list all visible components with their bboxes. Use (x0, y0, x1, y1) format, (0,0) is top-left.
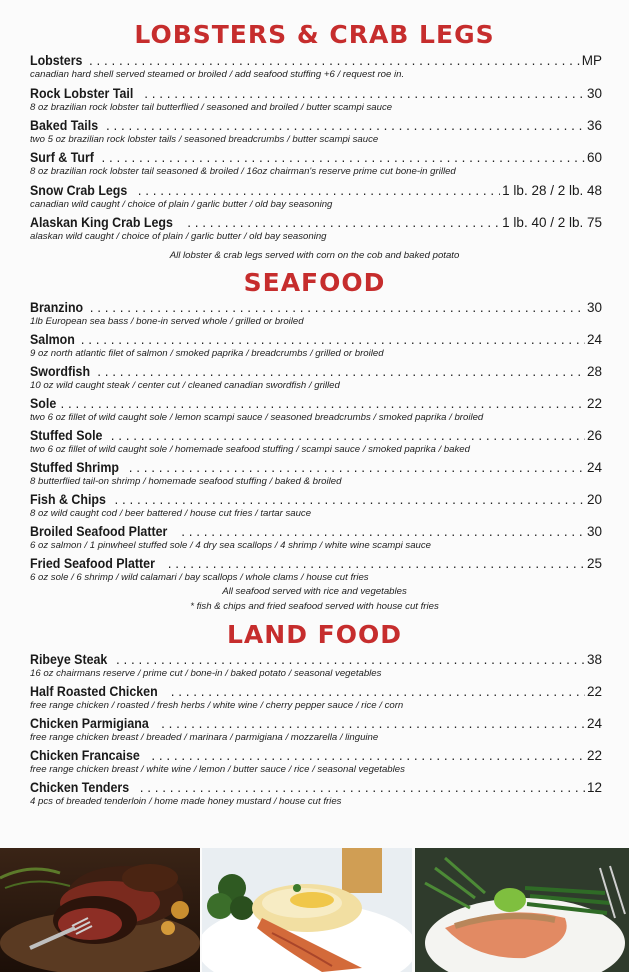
leader-dots (115, 492, 585, 508)
item-name: Rock Lobster Tail (30, 86, 134, 101)
item-price: 22 (586, 684, 602, 699)
item-description: 16 oz chairmans reserve / prime cut / bone-in / baked potato / seasonal vegetables (30, 668, 382, 679)
leader-dots (116, 652, 585, 668)
item-name: Stuffed Sole (30, 428, 103, 443)
menu-item-chicken-parmigiana (30, 716, 602, 743)
item-name: Fried Seafood Platter (30, 556, 155, 571)
salmon-photo (415, 848, 629, 972)
menu-item-sole (30, 396, 602, 423)
item-price: 26 (586, 428, 602, 443)
item-description: free range chicken breast / breaded / marinara / parmigiana / mozzarella / linguine (30, 732, 379, 743)
item-description: 4 pcs of breaded tenderloin / home made honey mustard / house cut fries (30, 796, 342, 807)
item-description: canadian wild caught / choice of plain / garlic butter / old bay seasoning (30, 199, 333, 210)
leader-dots (81, 332, 585, 348)
item-price: 25 (586, 556, 602, 571)
menu-item-broiled-seafood-platter (30, 524, 602, 551)
menu-item-lobsters (30, 53, 602, 80)
menu-item-chicken-tenders (30, 780, 602, 807)
leader-dots (97, 364, 585, 380)
item-name: Salmon (30, 332, 75, 347)
item-name: Stuffed Shrimp (30, 460, 120, 475)
item-name: Chicken Parmigiana (30, 716, 149, 731)
section-title-seafood: SEAFOOD (243, 268, 386, 297)
item-description: 1lb European sea bass / bone-in served whole / grilled or broiled (30, 316, 304, 327)
food-photo-strip (0, 848, 629, 972)
leader-dots (90, 300, 585, 316)
menu-item-chicken-francaise (30, 748, 602, 775)
item-price: 30 (586, 300, 602, 315)
item-price: 30 (586, 524, 602, 539)
item-description: 8 butterflied tail-on shrimp / homemade seafood stuffing / baked & broiled (30, 476, 342, 487)
item-price: 24 (586, 460, 602, 475)
item-description: 9 oz north atlantic filet of salmon / smoked paprika / breadcrumbs / grilled or broiled (30, 348, 384, 359)
item-description: canadian hard shell served steamed or broiled / add seafood stuffing +6 / request roe in. (30, 69, 405, 80)
menu-item-swordfish (30, 364, 602, 391)
item-description: 10 oz wild caught steak / center cut / cleaned canadian swordfish / grilled (30, 380, 340, 391)
lobster-tail-photo (202, 848, 412, 972)
item-price: 38 (586, 652, 602, 667)
item-name: Alaskan King Crab Legs (30, 215, 173, 230)
item-price: 24 (586, 716, 602, 731)
item-price: 1 lb. 40 / 2 lb. 75 (502, 215, 602, 230)
leader-dots (138, 183, 500, 199)
item-price: 30 (586, 86, 602, 101)
item-name: Half Roasted Chicken (30, 684, 158, 699)
leader-dots (144, 86, 585, 102)
item-description: 8 oz brazilian rock lobster tail seasoned & broiled / 16oz chairman's reserve prime cut bone-in grilled (30, 166, 456, 177)
item-price: 36 (586, 118, 602, 133)
leader-dots (140, 780, 585, 796)
leader-dots (171, 684, 585, 700)
leader-dots (106, 118, 585, 134)
leader-dots (181, 524, 585, 540)
menu-item-surf-turf (30, 150, 602, 177)
menu-item-ribeye-steak (30, 652, 602, 679)
item-description: 8 oz wild caught cod / beer battered / house cut fries / tartar sauce (30, 508, 312, 519)
item-name: Lobsters (30, 53, 83, 68)
leader-dots (151, 748, 585, 764)
section-note: * fish & chips and fried seafood served with house cut fries (190, 601, 439, 612)
menu-item-alaskan-king-crab (30, 215, 602, 242)
menu-item-stuffed-sole (30, 428, 602, 455)
steak-photo (0, 848, 200, 972)
menu-item-snow-crab-legs (30, 183, 602, 210)
item-price: 20 (586, 492, 602, 507)
item-name: Surf & Turf (30, 150, 94, 165)
leader-dots (168, 556, 585, 572)
menu-item-rock-lobster-tail (30, 86, 602, 113)
item-description: free range chicken / roasted / fresh herbs / white wine / cherry pepper sauce / rice / corn (30, 700, 404, 711)
item-name: Baked Tails (30, 118, 99, 133)
item-name: Chicken Francaise (30, 748, 140, 763)
item-price: 22 (586, 748, 602, 763)
item-name: Ribeye Steak (30, 652, 108, 667)
leader-dots (102, 150, 585, 166)
item-name: Swordfish (30, 364, 91, 379)
item-price: MP (581, 53, 602, 68)
menu-item-half-roasted-chicken (30, 684, 602, 711)
item-description: 6 oz salmon / 1 pinwheel stuffed sole / 4 dry sea scallops / 4 shrimp / white wine scampi sauce (30, 540, 431, 551)
leader-dots (89, 53, 580, 69)
item-description: two 6 oz fillet of wild caught sole / lemon scampi sauce / seasoned breadcrumbs / smoked paprika / broiled (30, 412, 484, 423)
item-name: Chicken Tenders (30, 780, 130, 795)
section-note: All lobster & crab legs served with corn on the cob and baked potato (169, 250, 460, 261)
item-price: 12 (586, 780, 602, 795)
menu-item-branzino (30, 300, 602, 327)
item-name: Sole (30, 396, 57, 411)
item-price: 1 lb. 28 / 2 lb. 48 (502, 183, 602, 198)
menu-item-baked-tails (30, 118, 602, 145)
menu-item-stuffed-shrimp (30, 460, 602, 487)
item-name: Broiled Seafood Platter (30, 524, 168, 539)
item-description: 6 oz sole / 6 shrimp / wild calamari / bay scallops / whole clams / house cut fries (30, 572, 369, 583)
item-price: 22 (586, 396, 602, 411)
leader-dots (161, 716, 585, 732)
leader-dots (129, 460, 585, 476)
section-title-land-food: LAND FOOD (227, 620, 402, 649)
section-title-lobsters: LOBSTERS & CRAB LEGS (134, 20, 495, 49)
menu-item-fish-chips (30, 492, 602, 519)
item-name: Fish & Chips (30, 492, 106, 507)
item-description: alaskan wild caught / choice of plain / garlic butter / old bay seasoning (30, 231, 327, 242)
item-description: 8 oz brazilian rock lobster tail butterflied / seasoned and broiled / butter scampi sauce (30, 102, 393, 113)
leader-dots (187, 215, 500, 231)
section-note: All seafood served with rice and vegetables (222, 586, 407, 597)
item-price: 24 (586, 332, 602, 347)
item-name: Snow Crab Legs (30, 183, 128, 198)
leader-dots (61, 396, 585, 412)
item-price: 60 (586, 150, 602, 165)
menu-item-salmon (30, 332, 602, 359)
item-description: two 5 oz brazilian rock lobster tails / seasoned breadcrumbs / butter scampi sauce (30, 134, 379, 145)
item-description: free range chicken breast / white wine / lemon / butter sauce / rice / seasonal vegetables (30, 764, 405, 775)
item-price: 28 (586, 364, 602, 379)
item-name: Branzino (30, 300, 84, 315)
leader-dots (111, 428, 585, 444)
menu-item-fried-seafood-platter (30, 556, 602, 583)
item-description: two 6 oz fillet of wild caught sole / homemade seafood stuffing / scampi sauce / smoked paprika / baked (30, 444, 470, 455)
